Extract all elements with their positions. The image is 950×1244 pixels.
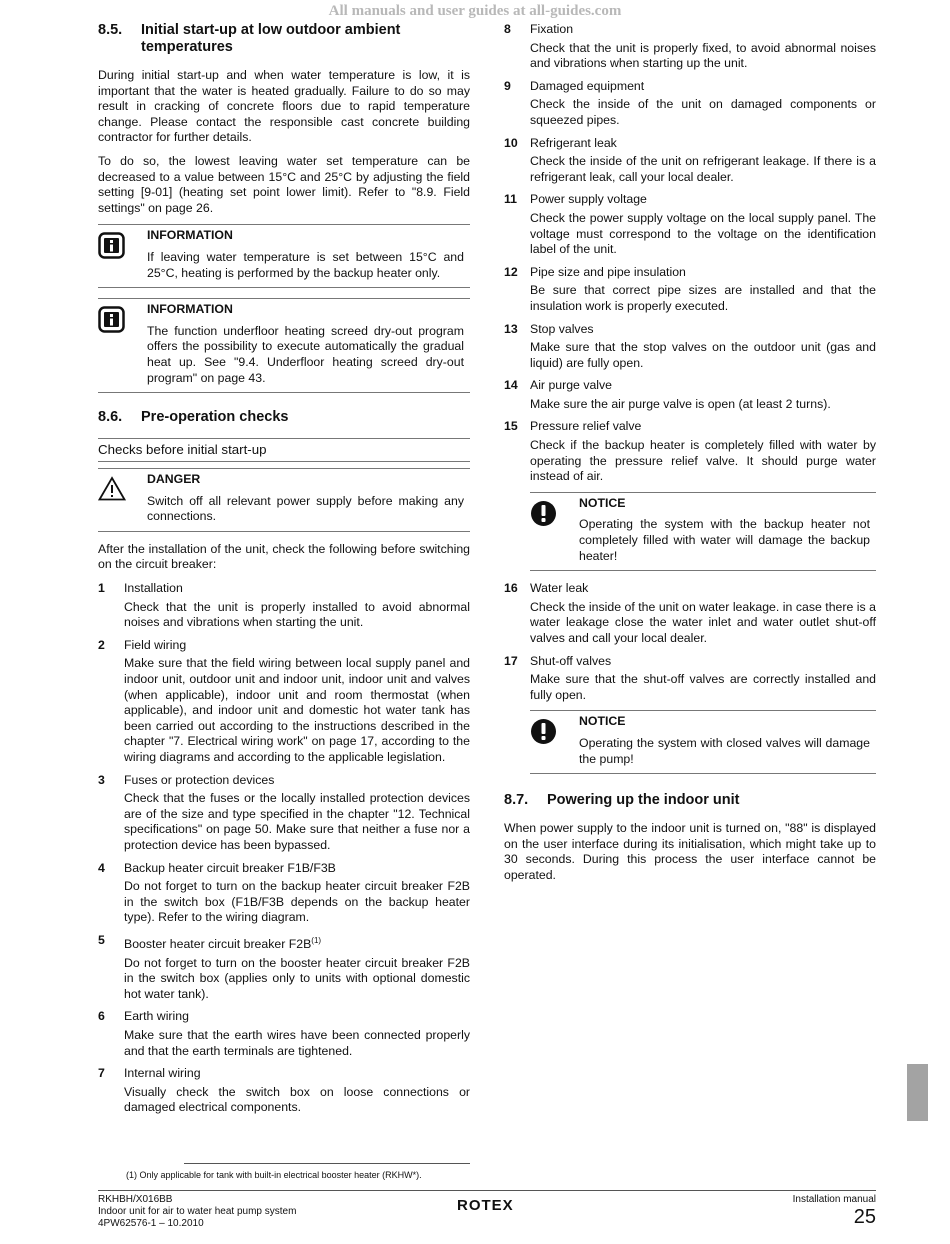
footnote-divider xyxy=(184,1163,470,1164)
notice-text: Operating the system with closed valves will damage the pump! xyxy=(579,735,870,766)
item-number: 4 xyxy=(98,860,105,875)
item-text: Make sure that the stop valves on the outdoor unit (gas and liquid) are fully open. xyxy=(530,340,876,370)
information-box xyxy=(98,224,470,288)
rotex-logo: ROTEX xyxy=(457,1197,514,1214)
item-number: 5 xyxy=(98,932,105,947)
information-heading: INFORMATION xyxy=(147,302,233,317)
checklist-item xyxy=(98,581,470,631)
item-title: Air purge valve xyxy=(530,378,613,393)
footer-description: Indoor unit for air to water heat pump system xyxy=(98,1206,297,1217)
notice-box xyxy=(530,710,876,774)
item-title: Fuses or protection devices xyxy=(124,772,275,787)
item-title: Stop valves xyxy=(530,321,594,336)
item-number: 12 xyxy=(504,264,518,279)
item-title: Damaged equipment xyxy=(530,78,645,93)
footer-code: 4PW62576-1 – 10.2010 xyxy=(98,1218,204,1229)
checklist-item xyxy=(98,861,470,926)
item-text: Check that the fuses or the locally installed protection devices are of the size and type specified in the chapter "12. Technical specifications" on page 50. Make sure that neither a fuse nor a protection device has been bypassed. xyxy=(124,791,470,852)
item-text: Make sure the air purge valve is open (at least 2 turns). xyxy=(530,396,831,411)
notice-text: Operating the system with the backup heater not completely filled with water will damage the backup heater! xyxy=(579,517,870,563)
item-number: 2 xyxy=(98,637,105,652)
item-number: 8 xyxy=(504,22,511,36)
section-8-6-title xyxy=(98,409,470,426)
item-number: 15 xyxy=(504,419,518,434)
checklist-item xyxy=(504,654,876,704)
item-text: Do not forget to turn on the booster heater circuit breaker F2B in the switch box (applies only to units with optional domestic hot water tank). xyxy=(124,955,470,1001)
footer-model: RKHBH/X016BB xyxy=(98,1194,173,1205)
item-title: Backup heater circuit breaker F1B/F3B xyxy=(124,860,336,875)
item-title-text: Booster heater circuit breaker F2B xyxy=(124,937,312,952)
section-number: 8.7. xyxy=(504,792,529,809)
item-text: Check that the unit is properly fixed, to avoid abnormal noises and vibrations when starting up the unit. xyxy=(530,40,876,71)
section-8-7-title xyxy=(504,792,876,809)
item-title: Shut-off valves xyxy=(530,653,612,668)
item-number: 6 xyxy=(98,1009,105,1024)
notice-exclamation-icon xyxy=(530,496,579,564)
footer-document-info xyxy=(98,1194,296,1230)
item-title: Field wiring xyxy=(124,637,187,652)
item-text: Do not forget to turn on the backup heater circuit breaker F2B in the switch box (F1B/F3B depends on the backup heater type). Refer to the wiring diagram. xyxy=(124,879,470,925)
checklist-item xyxy=(504,378,876,412)
section-number: 8.5. xyxy=(98,22,123,38)
notice-exclamation-icon xyxy=(530,714,579,767)
notice-box xyxy=(530,492,876,571)
item-title xyxy=(124,933,470,953)
checklist-item xyxy=(504,581,876,646)
section-title-text: Initial start-up at low outdoor ambient temperatures xyxy=(141,22,401,55)
item-text: Check the inside of the unit on refrigerant leakage. If there is a refrigerant leak, call your local dealer. xyxy=(530,154,876,184)
item-text: Check that the unit is properly installed to avoid abnormal noises and vibrations when starting the unit. xyxy=(124,599,470,630)
item-text: Make sure that the shut-off valves are correctly installed and fully open. xyxy=(530,672,876,702)
right-column xyxy=(504,22,876,892)
item-number: 1 xyxy=(98,581,105,596)
checklist-item xyxy=(504,192,876,257)
checklist-item xyxy=(504,22,876,72)
item-title: Power supply voltage xyxy=(530,192,647,207)
side-tab-marker xyxy=(907,1064,928,1121)
checklist-item xyxy=(504,136,876,186)
subheading: Checks before initial start-up xyxy=(98,438,470,462)
information-icon xyxy=(98,228,147,281)
section-title-text: Powering up the indoor unit xyxy=(547,792,740,809)
information-box xyxy=(98,298,470,393)
item-text: Be sure that correct pipe sizes are installed and that the insulation work is properly executed. xyxy=(530,283,876,313)
checklist-item xyxy=(504,419,876,484)
item-text: Check the inside of the unit on water leakage. in case there is a water leakage close the water inlet and water outlet shut-off valves and call your local dealer. xyxy=(530,599,876,645)
item-text: Visually check the switch box on loose connections or damaged electrical components. xyxy=(124,1084,470,1115)
item-text: Check the inside of the unit on damaged components or squeezed pipes. xyxy=(530,97,876,127)
item-number: 17 xyxy=(504,653,518,668)
item-title: Refrigerant leak xyxy=(530,135,617,150)
warning-triangle-icon xyxy=(98,472,147,525)
checklist-item xyxy=(98,773,470,854)
item-number: 16 xyxy=(504,581,518,596)
section-number: 8.6. xyxy=(98,409,123,426)
paragraph: During initial start-up and when water temperature is low, it is important that the water is heated gradually. Failure to do so may result in cracking of concrete floors due to rapid temperature change. Please contact the responsible cast concrete building contractor for further details. xyxy=(98,68,470,145)
paragraph: To do so, the lowest leaving water set temperature can be decreased to a value between 15°C and 25°C by adjusting the field setting [9-01] (heating set point lower limit). Refer to "8.9. Field settings" on page 26. xyxy=(98,153,470,215)
item-title: Earth wiring xyxy=(124,1009,189,1024)
item-title: Pipe size and pipe insulation xyxy=(530,264,686,279)
paragraph: When power supply to the indoor unit is turned on, "88" is displayed on the user interface during its initialisation, which might take up to 30 seconds. During this process the user interface cannot be operated. xyxy=(504,821,876,882)
item-title: Water leak xyxy=(530,581,589,596)
information-text: The function underfloor heating screed dry-out program offers the possibility to execute automatically the gradual heat up. See "9.4. Underfloor heating screed dry-out program" on page 43. xyxy=(147,323,464,385)
checklist-item xyxy=(504,265,876,315)
watermark: All manuals and user guides at all-guides.com xyxy=(328,3,622,19)
item-text: Make sure that the field wiring between local supply panel and indoor unit, outdoor unit and indoor unit, indoor unit and valves (when applicable), indoor unit and room thermostat (when applicable), and indoor unit and domestic hot water tank has been carried out according to the instructions described in the chapter "7. Electrical wiring work" on page 17, according to the wiring diagrams and according to the applicable legislation. xyxy=(124,656,470,764)
item-number: 9 xyxy=(504,78,511,93)
item-number: 10 xyxy=(504,135,518,150)
item-title: Fixation xyxy=(530,22,574,36)
page-number: 25 xyxy=(853,1206,876,1228)
item-text: Check the power supply voltage on the local supply panel. The voltage must correspond to the voltage on the identification label of the unit. xyxy=(530,210,876,257)
item-number: 3 xyxy=(98,772,105,787)
information-heading: INFORMATION xyxy=(147,228,233,243)
danger-box xyxy=(98,468,470,532)
section-8-5-title xyxy=(98,22,470,56)
footnote-marker: (1) xyxy=(311,935,322,945)
item-title: Pressure relief valve xyxy=(530,419,642,434)
checklist-item xyxy=(98,1066,470,1116)
checklist-item xyxy=(504,79,876,129)
footer-divider xyxy=(98,1190,876,1191)
notice-heading: NOTICE xyxy=(579,714,626,729)
item-text: Check if the backup heater is completely filled with water by operating the pressure relief valve. It should purge water instead of air. xyxy=(530,438,876,484)
notice-heading: NOTICE xyxy=(579,495,626,510)
item-number: 13 xyxy=(504,321,518,336)
item-text: Make sure that the earth wires have been connected properly and that the earth terminals are tightened. xyxy=(124,1028,470,1058)
information-icon xyxy=(98,302,147,386)
checklist-item xyxy=(98,933,470,1002)
information-text: If leaving water temperature is set between 15°C and 25°C, heating is performed by the backup heater only. xyxy=(147,249,464,280)
checklist-item xyxy=(504,322,876,372)
item-title: Internal wiring xyxy=(124,1066,201,1081)
paragraph: After the installation of the unit, check the following before switching on the circuit breaker: xyxy=(98,541,470,572)
danger-text: Switch off all relevant power supply before making any connections. xyxy=(147,493,464,524)
checklist-item xyxy=(98,638,470,766)
item-title: Installation xyxy=(124,581,183,596)
item-number: 7 xyxy=(98,1066,105,1081)
danger-heading: DANGER xyxy=(147,472,201,487)
footer-manual-type: Installation manual xyxy=(792,1194,876,1205)
checklist-item xyxy=(98,1009,470,1059)
section-title-text: Pre-operation checks xyxy=(141,409,289,426)
item-number: 14 xyxy=(504,378,518,393)
left-column xyxy=(98,22,470,1123)
footnote: (1) Only applicable for tank with built-in electrical booster heater (RKHW*). xyxy=(126,1170,422,1180)
item-number: 11 xyxy=(504,192,517,207)
